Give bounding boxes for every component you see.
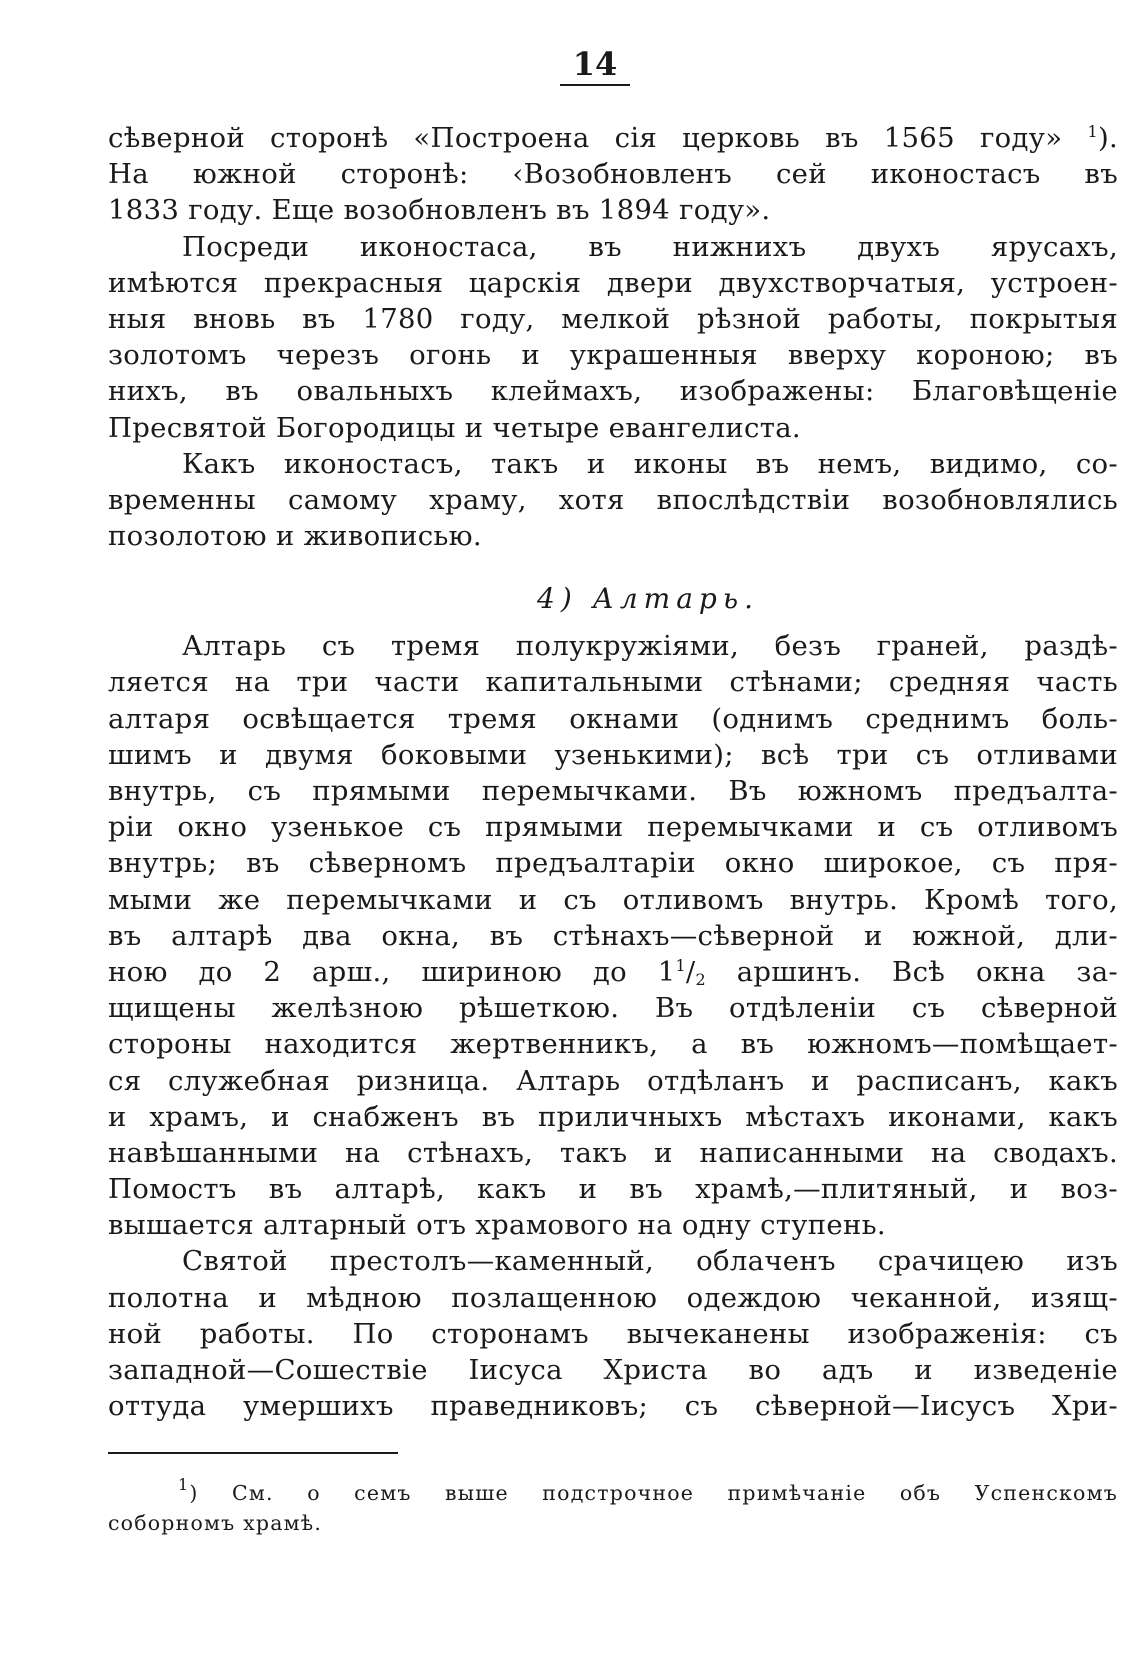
text-line: западной—Сошествіе Іисуса Христа во адъ и изведеніе	[108, 1354, 1118, 1386]
text-line: Посреди иконостаса, въ нижнихъ двухъ ярусахъ,	[182, 230, 1118, 263]
paragraph-icons	[108, 446, 1118, 555]
text-line: позолотою и живописью.	[108, 520, 482, 553]
text-line: оттуда умершихъ праведниковъ; съ сѣверной—Іисусъ Хри-	[108, 1390, 1118, 1423]
text-line: На южной сторонѣ: ‹Возобновленъ сей иконостасъ въ	[108, 158, 1118, 191]
text-line: Святой престолъ—каменный, облаченъ срачицею изъ	[182, 1245, 1118, 1278]
text-line: Алтарь съ тремя полукружіями, безъ граней, раздѣ-	[182, 630, 1118, 663]
text-line: имѣются прекрасныя царскія двери двухстворчатыя, устроен-	[108, 266, 1118, 299]
text-line: внутрь; въ сѣверномъ предъалтаріи окно широкое, съ пря-	[108, 847, 1118, 880]
paragraph-holy-table	[108, 1243, 1118, 1424]
footnote-marker: 1	[178, 1475, 190, 1494]
text-line: ріи окно узенькое съ прямыми перемычками и съ отливомъ	[108, 811, 1118, 844]
paragraph-inscription	[108, 120, 1118, 229]
paragraph-altar	[108, 628, 1118, 1243]
text-line: ныя вновь въ 1780 году, мелкой рѣзной работы, покрытыя	[108, 302, 1118, 335]
text-line: щищены желѣзною рѣшеткою. Въ отдѣленіи съ сѣверной	[108, 992, 1118, 1025]
text-line: навѣшанными на стѣнахъ, такъ и написанными на сводахъ.	[108, 1136, 1118, 1169]
text-line: золотомъ черезъ огонь и украшенныя вверху короною; въ	[108, 339, 1118, 372]
text-line: сѣверной сторонѣ «Построена сія церковь въ 1565 году» $^1$).	[108, 122, 1119, 154]
footnote-divider	[108, 1452, 398, 1454]
text-line: и храмъ, и снабженъ въ приличныхъ мѣстахъ иконами, какъ	[108, 1100, 1118, 1133]
text-line: временны самому храму, хотя впослѣдствіи возобновлялись	[108, 483, 1118, 516]
text-line: ся служебная ризница. Алтарь отдѣланъ и расписанъ, какъ	[108, 1064, 1118, 1097]
text-line: Какъ иконостасъ, такъ и иконы въ немъ, видимо, со-	[182, 447, 1118, 480]
footnote-line: соборномъ храмѣ.	[108, 1511, 323, 1535]
text-line-with-fraction: ною до 2 арш., шириною до $1^1/_2$ аршинъ. Всѣ окна за-	[108, 955, 1118, 989]
text-line: въ алтарѣ два окна, въ стѣнахъ—сѣверной и южной, дли-	[108, 919, 1118, 952]
text-line: мыми же перемычками и съ отливомъ внутрь. Кромѣ того,	[108, 883, 1118, 916]
text-line: 1833 году. Еще возобновленъ въ 1894 году».	[108, 194, 771, 227]
text-line: внутрь, съ прямыми перемычками. Въ южномъ предъалта-	[108, 775, 1118, 807]
text-line: Помостъ въ алтарѣ, какъ и въ храмѣ,—плитяный, и воз-	[108, 1173, 1118, 1206]
text-line: нихъ, въ овальныхъ клеймахъ, изображены: Благовѣщеніе	[108, 375, 1118, 408]
paragraph-royal-doors	[108, 229, 1118, 446]
text-line: ной работы. По сторонамъ вычеканены изображенія: съ	[108, 1317, 1118, 1350]
text-line: Пресвятой Богородицы и четыре евангелиста.	[108, 411, 801, 444]
page-number: 14	[560, 44, 630, 86]
footnote	[108, 1475, 1118, 1538]
footnote-line: $^1$) См. о семъ выше подстрочное примѣчаніе объ Успенскомъ	[178, 1475, 1118, 1505]
footnote-reference[interactable]: 1	[1087, 122, 1098, 141]
section-heading: 4) Алтарь.	[537, 582, 759, 616]
text-line: стороны находится жертвенникъ, а въ южномъ—помѣщает-	[108, 1028, 1118, 1061]
main-text	[108, 120, 1118, 1424]
text-line: шимъ и двумя боковыми узенькими); всѣ три съ отливами	[108, 738, 1118, 771]
fraction-one-half: $^1/_2$	[675, 955, 706, 989]
text-line: алтаря освѣщается тремя окнами (однимъ среднимъ боль-	[108, 702, 1118, 735]
text-line: вышается алтарный отъ храмового на одну ступень.	[108, 1209, 886, 1242]
text-line: ляется на три части капитальными стѣнами; средняя часть	[108, 666, 1118, 699]
text-line: полотна и мѣдною позлащенною одеждою чеканной, изящ-	[108, 1281, 1118, 1314]
